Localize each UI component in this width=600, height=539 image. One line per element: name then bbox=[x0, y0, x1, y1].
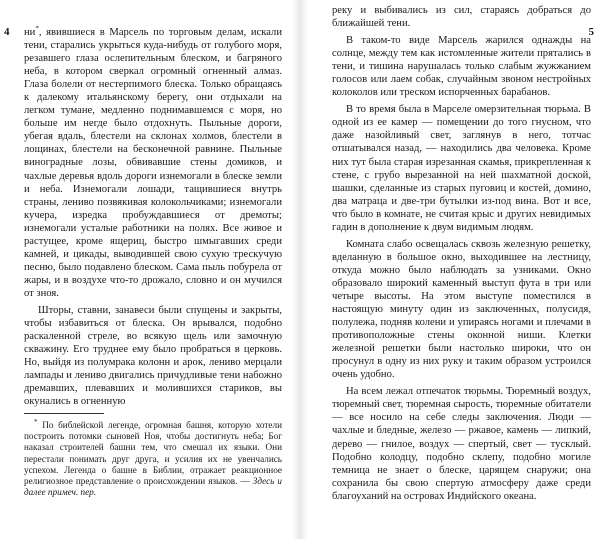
right-paragraph-3: Комната слабо освещалась сквозь железную решетку, вделанную в большое окно, выходившее на лестницу, откуда можно было наблюдать за узниками. Окно образовало широкий каменный выступ фута в три или четыре высоты. На этом выступе поместился в настоящую минуту один из заключенных, полусидя, полулежа, подняв колени и упираясь ногами и плечами в противоположные стены оконной ниши. Клетки железной решетки были настолько широки, что он просунул в одну из них руку и таким образом устроился очень удобно. bbox=[332, 238, 591, 381]
left-paragraph-1 bbox=[24, 26, 282, 300]
footnote-text: По библейской легенде, огромная башня, которую хотели построить потомки сыновей Ноя, чтобы достигнуть неба; Бог наказал строителей башни тем, что смешал их языки. Они перестали понимать друг друга, и усилия их не увенчались успехом. Легенда о башне в Библии, отражает реакционное религиозное представление о происхождении языков. — bbox=[24, 420, 282, 487]
right-page bbox=[300, 0, 600, 539]
page-number-left: 4 bbox=[4, 26, 10, 38]
translator-note: Здесь и далее примеч. пер. bbox=[24, 476, 282, 498]
right-page-body bbox=[332, 4, 591, 503]
right-paragraph-1: В таком-то виде Марсель жарился однажды на солнце, между тем как истомленные жители прятались в тени, и тишина нарушалась только слабым жужжанием голосов или лаем собак, случайным звоном нестройных колоколов или треском испорченных барабанов. bbox=[332, 35, 591, 99]
footnote-divider bbox=[24, 413, 104, 414]
right-paragraph-0: реку и выбивались из сил, стараясь добраться до ближайшей тени. bbox=[332, 5, 591, 30]
left-paragraph-2: Шторы, ставни, занавеси были спущены и закрыты, чтобы избавиться от блеска. Он врывался, подобно раскаленной стреле, во всякую щель или замочную скважину. Его труднее ему было пробраться в церковь. Но, выйдя из полумрака колонн и арок, лениво мерцали лампады и лениво двигались причудливые тени набожно дремавших, плевавших и молившихся стариков, вы окунались в огненную bbox=[24, 304, 282, 408]
page-number-right: 5 bbox=[588, 26, 594, 38]
footnote-marker[interactable]: * bbox=[35, 24, 39, 33]
footnote bbox=[24, 413, 282, 498]
right-paragraph-2: В то время была в Марселе омерзительная тюрьма. В одной из ее камер — помещении до того гнусном, что даже назойливый свет, заглянув в него, тотчас отшатывался назад, — находились два человека. Кроме них тут была старая изрезанная скамья, прикрепленная к стене, с грубо вырезанной на ней шахматной доской, шашки, сделанные из старых пуговиц и костей, домино, два матраца и две-три бутылки из-под вина. Вот и все, что было в комнате, не считая крыс и других невидимых гадин в дополнение к двум видимым людям. bbox=[332, 104, 591, 233]
footnote-mark: * bbox=[34, 417, 38, 426]
footnote-paragraph bbox=[24, 417, 282, 498]
left-paragraph-1-text: , явившиеся в Марсель по торговым делам, искали тени, старались укрыться куда-нибудь от голубого моря, резавшего глаза ослепительным блеском, и багряного неба, в котором сверкал огромный огненный алмаз. Глаза болели от нестерпимого блеска. Только обращаясь к далекому итальянскому берегу, они отдыхали на легком тумане, медленно поднимавшемся с моря, но больше им негде было отдохнуть. Пыльные дороги, убегая вдаль, блестели на склонах холмов, блестели в лощинах, блестели на бесконечной равнине. Пыльные виноградные лозы, обвивавшие стены домиков, и чахлые деревья вдоль дороги изнемогали в блеске земли и неба. Изнемогали лошади, тащившиеся внутрь страны, лениво позвякивая колокольчиками; изнемогали кучера, изредка пробуждавшиеся от дремоты; изнемогали усталые работники на полях. Все живое и растущее, кроме ящериц, быстро шмыгавших среди камней, и цикады, выводившей свою сухую трескучую песню, было подавлено блеском. Сама пыль побурела от жары, и в воздухе что-то дрожало, словно и он мучился от зноя. bbox=[24, 27, 282, 299]
left-page-body bbox=[24, 26, 282, 408]
right-paragraph-4: На всем лежал отпечаток тюрьмы. Тюремный воздух, тюремный свет, тюремная сырость, тюремные обитатели — все носило на себе следы заключения. Люди — чахлые и бледные, железо — ржавое, камень — липкий, дерево — гнилое, воздух — спертый, свет — тусклый. Подобно колодцу, подобно склепу, подобно могиле темница не знает о блеске, царящем снаружи; она сохранила бы свою спертую атмосферу даже среди благоуханий на островах Индийского океана. bbox=[332, 386, 591, 502]
lead-word: ни bbox=[24, 27, 36, 38]
